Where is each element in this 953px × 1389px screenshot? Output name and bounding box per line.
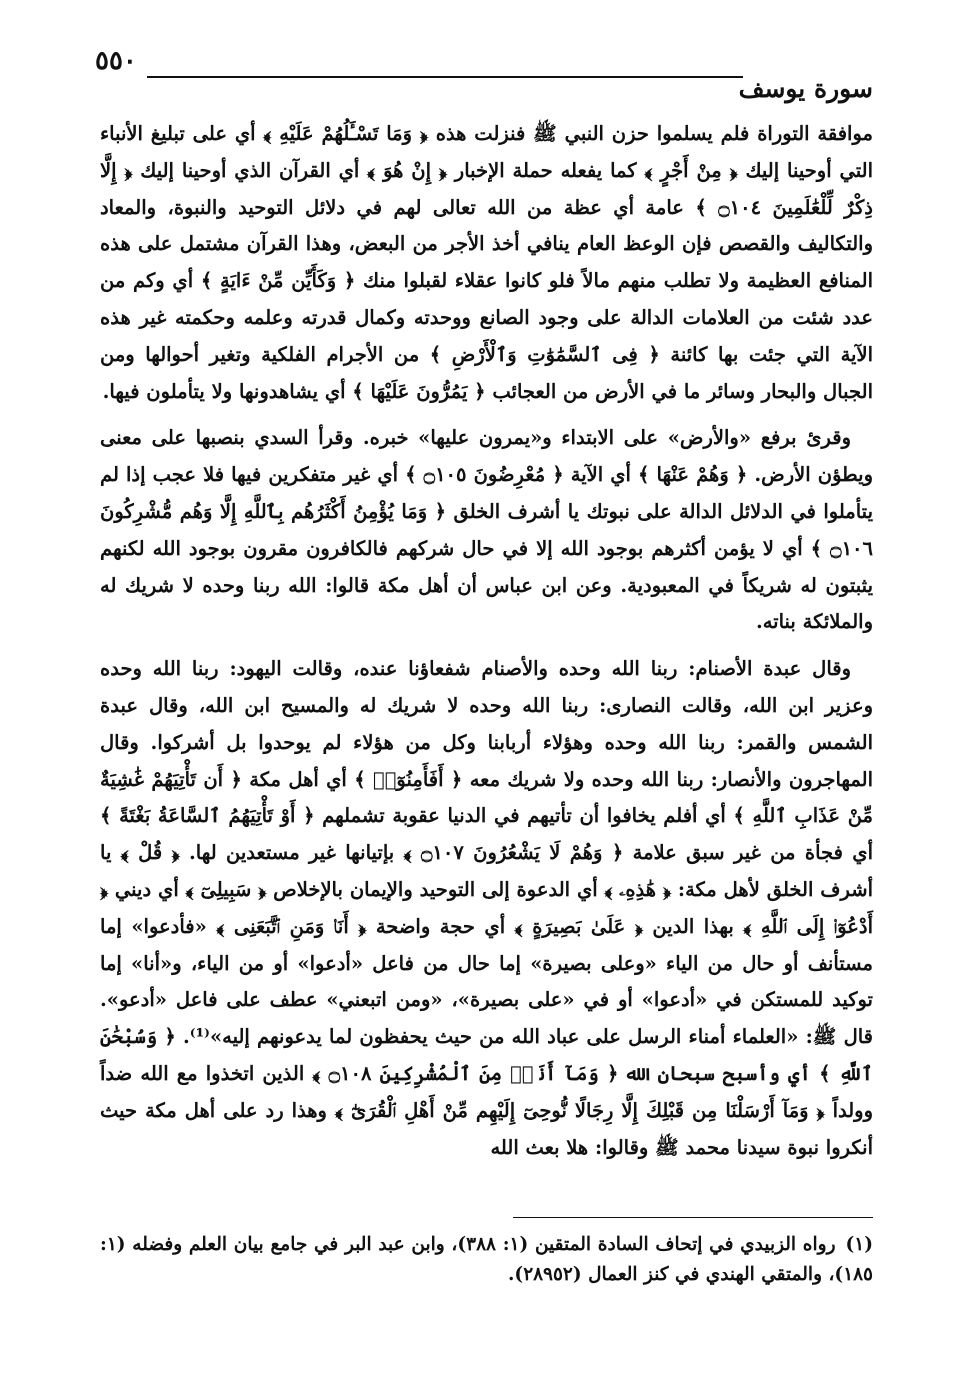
footnote	[100, 1230, 873, 1290]
footnote-text: رواه الزبيدي في إتحاف السادة المتقين (١: ٣٨٨)، وابن عبد البر في جامع بيان العلم وفضله (١: ١٨٥)، والمتقي الهندي في كنز العمال (٢٨٩٥٢).	[100, 1234, 873, 1285]
paragraph: موافقة التوراة فلم يسلموا حزن النبي ﷺ فنزلت هذه ﴿ وَمَا تَسْـَٔلُهُمْ عَلَيْهِ ﴾ أي على تبليغ الأنباء التي أوحينا إليك ﴿ مِنْ أَجْرٍ ﴾ كما يفعله حملة الإخبار ﴿ إِنْ هُوَ ﴾ أي القرآن الذي أوحينا إليك ﴿ إِلَّا ذِكْرٌ لِّلْعَٰلَمِينَ ۝١٠٤ ﴾ عامة أي عظة من الله تعالى لهم في دلائل التوحيد والنبوة، والمعاد والتكاليف والقصص فإن الوعظ العام ينافي أخذ الأجر من البعض، وهذا القرآن مشتمل على هذه المنافع العظيمة ولا تطلب منهم مالاً فلو كانوا عقلاء لقبلوا منك ﴿ وَكَأَيِّن مِّنْ ءَايَةٍ ﴾ أي وكم من عدد شئت من العلامات الدالة على وجود الصانع ووحدته وكمال قدرته وعلمه وحكمته غير هذه الآية التي جئت بها كائنة ﴿ فِى ٱلسَّمَٰوَٰتِ وَٱلْأَرْضِ ﴾ من الأجرام الفلكية وتغير أحوالها ومن الجبال والبحار وسائر ما في الأرض من العجائب ﴿ يَمُرُّونَ عَلَيْهَا ﴾ أي يشاهدونها ولا يتأملون فيها.	[100, 122, 873, 403]
footnote-divider	[513, 1217, 873, 1218]
page-number: ٥٥٠	[95, 46, 137, 76]
paragraph: وقرئ برفع «والأرض» على الابتداء و«يمرون عليها» خبره. وقرأ السدي بنصبها على معنى ويطؤن الأرض. ﴿ وَهُمْ عَنْهَا ﴾ أي الآية ﴿ مُعْرِضُونَ ۝١٠٥ ﴾ أي غير متفكرين فيها فلا عجب إذا لم يتأملوا في الدلائل الدالة على نبوتك يا أشرف الخلق ﴿ وَمَا يُؤْمِنُ أَكْثَرُهُم بِٱللَّهِ إِلَّا وَهُم مُّشْرِكُونَ ۝١٠٦ ﴾ أي لا يؤمن أكثرهم بوجود الله إلا في حال شركهم فالكافرون مقرون بوجود الله لكنهم يثبتون له شريكاً في المعبودية. وعن ابن عباس أن أهل مكة قالوا: الله ربنا وحده لا شريك له والملائكة بناته.	[100, 426, 873, 634]
footnote-number: (١)	[845, 1234, 873, 1255]
main-text	[100, 116, 873, 1166]
page-header	[95, 46, 873, 103]
header-rule	[147, 76, 743, 78]
paragraph: وقال عبدة الأصنام: ربنا الله وحده والأصنام شفعاؤنا عنده، وقالت اليهود: ربنا الله وحده وعزير ابن الله، وقالت النصارى: ربنا الله وحده لا شريك له والمسيح ابن الله، وقال عبدة الشمس والقمر: ربنا الله وحده وهؤلاء أربابنا وكل من هؤلاء لم يوحدوا بل أشركوا. وقال المهاجرون والأنصار: ربنا الله وحده ولا شريك معه ﴿ أَفَأَمِنُوٓا۟ ﴾ أي أهل مكة ﴿ أَن تَأْتِيَهُمْ غَٰشِيَةٌ مِّنْ عَذَابِ ٱللَّهِ ﴾ أي أفلم يخافوا أن تأتيهم في الدنيا عقوبة تشملهم ﴿ أَوْ تَأْتِيَهُمُ ٱلسَّاعَةُ بَغْتَةً ﴾ أي فجأة من غير سبق علامة ﴿ وَهُمْ لَا يَشْعُرُونَ ۝١٠٧ ﴾ بإتيانها غير مستعدين لها. ﴿ قُلْ ﴾ يا أشرف الخلق لأهل مكة: ﴿ هَٰذِهِۦ ﴾ أي الدعوة إلى التوحيد والإيمان بالإخلاص ﴿ سَبِيلِىٓ ﴾ أي ديني ﴿ أَدْعُوٓا۟ إِلَى ٱللَّهِ ﴾ بهذا الدين ﴿ عَلَىٰ بَصِيرَةٍ ﴾ أي حجة واضحة ﴿ أَنَا۠ وَمَنِ ٱتَّبَعَنِى ﴾ «فأدعوا» إما مستأنف أو حال من الياء «وعلى بصيرة» إما حال من فاعل «أدعوا» أو من الياء، و«أنا» إما توكيد للمستكن في «أدعوا» أو في «على بصيرة»، «ومن اتبعني» عطف على فاعل «أدعو». قال ﷺ: «العلماء أمناء الرسل على عباد الله من حيث يحفظون لما يدعونهم إليه»⁽¹⁾. ﴿ وَسُبْحَٰنَ ٱللَّهِ ﴾ أي وأسبح سبحان الله ﴿ وَمَآ أَنَا۠ مِنَ ٱلْمُشْرِكِينَ ۝١٠٨ ﴾ الذين اتخذوا مع الله ضداً وولداً ﴿ وَمَآ أَرْسَلْنَا مِن قَبْلِكَ إِلَّا رِجَالًا نُّوحِىٓ إِلَيْهِم مِّنْ أَهْلِ ٱلْقُرَىٰٓ ﴾ وهذا رد على أهل مكة حيث أنكروا نبوة سيدنا محمد ﷺ وقالوا: هلا بعث الله	[100, 657, 874, 1159]
surah-name: سورة يوسف	[738, 74, 873, 103]
